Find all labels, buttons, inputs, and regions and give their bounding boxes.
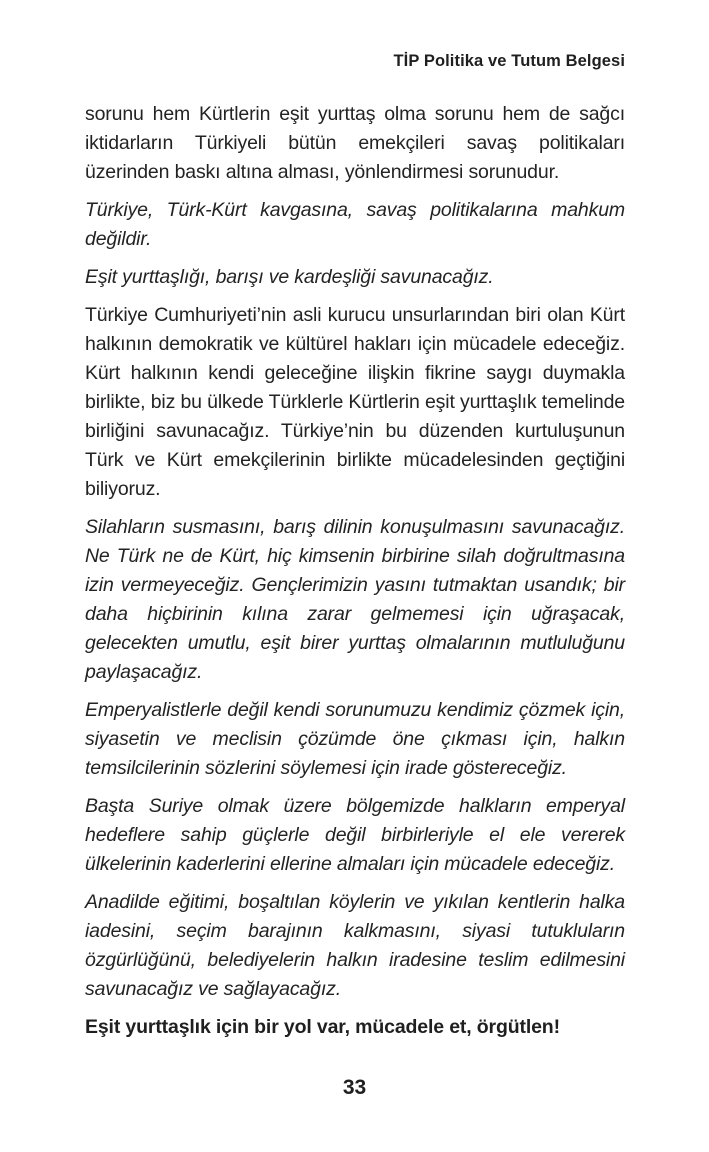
paragraph-9-slogan: Eşit yurttaşlık için bir yol var, mücadele et, örgütlen! xyxy=(85,1016,560,1038)
running-header: TİP Politika ve Tutum Belgesi xyxy=(393,52,625,70)
paragraph-1: sorunu hem Kürtlerin eşit yurttaş olma sorunu hem de sağcı iktidarların Türkiyeli bütün emekçileri savaş politikaları üzerinden baskı altına alması, yönlendirmesi sorunudur. xyxy=(85,103,625,183)
page-body xyxy=(85,100,625,1042)
paragraph-3: Eşit yurttaşlığı, barışı ve kardeşliği savunacağız. xyxy=(85,266,494,288)
paragraph-7: Başta Suriye olmak üzere bölgemizde halkların emperyal hedeflere sahip güçlerle değil birbirleriyle el ele vererek ülkelerinin kaderlerini ellerine almaları için mücadele edeceğiz. xyxy=(85,795,625,875)
paragraph-4: Türkiye Cumhuriyeti’nin asli kurucu unsurlarından biri olan Kürt halkının demokratik ve kültürel hakları için mücadele edeceğiz. Kürt halkının kendi geleceğine ilişkin fikrine saygı duymakla birlikte, biz bu ülkede Türklerle Kürtlerin eşit yurttaşlık temelinde birliğini savunacağız. Türkiye’nin bu düzenden kurtuluşunun Türk ve Kürt emekçilerinin birlikte mücadelesinden geçtiğini biliyoruz. xyxy=(85,304,625,500)
page-number: 33 xyxy=(342,1076,367,1099)
paragraph-8: Anadilde eğitimi, boşaltılan köylerin ve yıkılan kentlerin halka iadesini, seçim barajının kalkmasını, siyasi tutukluların özgürlüğünü, belediyelerin halkın iradesine teslim edilmesini savunacağız ve sağlayacağız. xyxy=(85,891,625,1000)
paragraph-5: Silahların susmasını, barış dilinin konuşulmasını savunacağız. Ne Türk ne de Kürt, hiç kimsenin birbirine silah doğrultmasına izin vermeyeceğiz. Gençlerimizin yasını tutmaktan usandık; bir daha hiçbirinin kılına zarar gelmemesi için uğraşacak, gelecekten umutlu, eşit birer yurttaş olmalarının mutluluğunu paylaşacağız. xyxy=(85,516,625,683)
paragraph-2: Türkiye, Türk-Kürt kavgasına, savaş politikalarına mahkum değildir. xyxy=(85,199,625,250)
paragraph-6: Emperyalistlerle değil kendi sorunumuzu kendimiz çözmek için, siyasetin ve meclisin çözümde öne çıkması için, halkın temsilcilerinin sözlerini söylemesi için irade göstereceğiz. xyxy=(85,699,625,779)
